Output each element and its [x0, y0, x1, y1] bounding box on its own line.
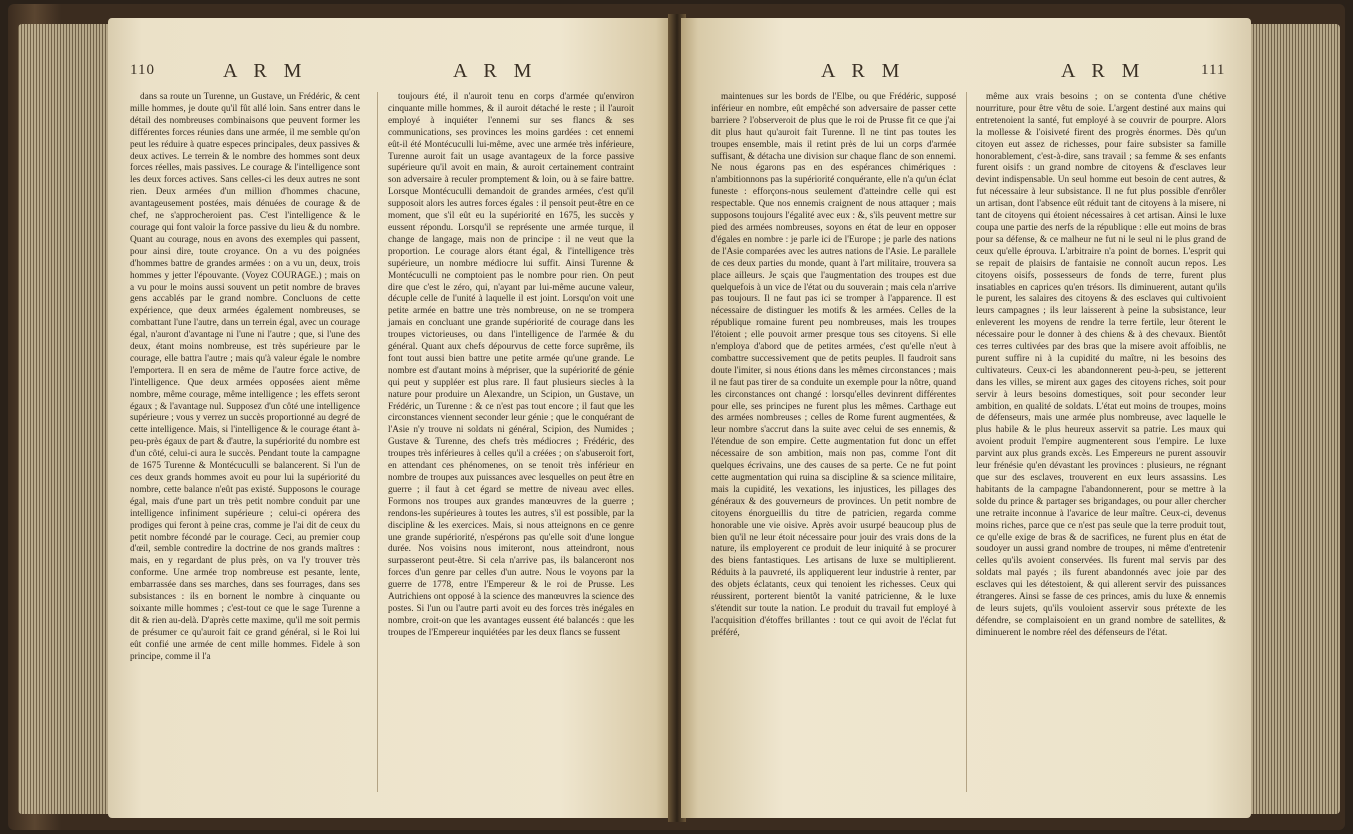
- left-column-1: [130, 92, 360, 664]
- right-running-head-2: A R M: [1061, 60, 1146, 82]
- right-page-edges: [1248, 24, 1340, 814]
- left-column-2-text: toujours été, il n'auroit tenu en corps d'armée qu'environ cinquante mille hommes, & il auroit détaché le reste ; il l'auroit employé à inquiéter l'ennemi sur ses flancs & ses communications, ses provinces les moins gardées : cet ennemi eût-il été Montécuculli lui-même, avec une armée très inférieure, Turenne auroit fait un usage avantageux de la force passive supérieure qu'il avoit en main, & auroit certainement contraint son adversaire à reculer promptement & loin, ou à se faire battre. Lorsque Montécuculli demandoit de grandes armées, c'est qu'il supposoit alors les autres forces égales : il pensoit peut-être en ce moment, que s'il eût eu la supériorité en 1675, les succès y eussent répondu. Lorsqu'il se représente une armée turque, il change de langage, mais non de principe : il ne veut que la proportion. Le courage alors étant égal, & l'intelligence très supérieure, un nombre médiocre lui suffit. Ainsi Turenne & Montécuculli ne comptoient pas le nombre pour rien. On peut dire que c'est le zéro, qui, n'ayant par lui-même aucune valeur, décuple celle de l'unité à laquelle il est joint. Lorsqu'on voit une petite armée en battre une très nombreuse, on ne se trompera jamais en concluant une grande supériorité de courage dans les troupes victorieuses, ou dans l'intelligence de l'armée & du général. Quant aux chefs dépourvus de cette force suprême, ils font tout aussi bien battre une petite armée qu'une grande. Le nombre est d'autant moins à mépriser, que la supériorité de génie qui peut y suppléer est plus rare. Il faut plusieurs siecles à la nature pour produire un Alexandre, un Scipion, un Gustave, un Frédéric, un Turenne : & ce n'est pas tout encore ; il faut que les circonstances viennent seconder leur génie ; que le conquérant de l'Asie n'y trouve ni soldats ni général, Scipion, des Numides ; Gustave & Turenne, des chefs très médiocres ; Frédéric, des troupes très inférieures à celles qu'il a créées ; on s'abuseroit fort, en attendant ces phénomenes, on se tenoit très inférieur en nombre de troupes aux puissances avec lesquelles on peut être en guerre ; il faut à cet égard se mettre de niveau avec elles. Formons nos troupes aux grandes manœuvres de la guerre ; rendons-les supérieures à toutes les autres, s'il est possible, par la discipline & les exercices. Mais, si nous atteignons en ce genre une grande supériorité, n'espérons pas qu'elle soit d'une longue durée. Nos voisins nous imiteront, nous atteindront, nous surpasseront peut-être. Si cela n'arrive pas, ils balanceront nos forces d'un genre par celles d'un autre. Nous le voyons par la guerre de 1778, entre l'Empereur & le roi de Prusse. Les Autrichiens ont opposé à la science des manœuvres la science des postes. Si l'un ou l'autre parti avoit eu des forces très inégales en nombre, croit-on que les avantages eussent été balancés : que les troupes de l'Empereur inquiétées par les deux flancs se fussent: [388, 92, 634, 638]
- right-column-2: [976, 92, 1226, 640]
- open-book: [8, 4, 1345, 830]
- left-running-head-1: A R M: [223, 60, 308, 82]
- left-running-head-2: A R M: [453, 60, 538, 82]
- left-column-rule: [377, 92, 378, 792]
- right-running-head-1: A R M: [821, 60, 906, 82]
- right-column-1: [711, 92, 956, 640]
- right-column-1-text: maintenues sur les bords de l'Elbe, ou que Frédéric, supposé inférieur en nombre, eût empêché son adversaire de passer cette barriere ? l'observeroit de plus que le roi de Prusse fit ce que j'ai dit plus haut qu'auroit fait Turenne. Il ne tint pas toutes les troupes ensemble, mais il retint près de lui un corps d'armée suffisant, & détacha une division sur chaque flanc de son ennemi. Ne nous égarons pas en des espérances chimériques : n'ambitionnons pas la supériorité conquérante, elle n'a qu'un éclat funeste : efforçons-nous seulement d'atteindre celle qui est respectable. Que nos ennemis craignent de nous attaquer ; mais supposons toujours l'égalité avec eux : &, s'ils peuvent mettre sur pied des armées nombreuses, soyons en état de leur en opposer d'égales en nombre : je parle ici de l'Europe ; je parle des nations de l'Asie comparées avec les autres nations de l'Asie. Le parallele de ces deux parties du monde, quant à l'art militaire, trouvera sa place ailleurs. Je sçais que l'augmentation des troupes est due quelquefois à un vice de l'état ou du souverain ; mais cela n'arrive pas toujours. Il ne faut pas ici se tromper à l'apparence. Il est nécessaire de distinguer les motifs & les armées. Celles de la république romaine furent peu nombreuses, mais les troupes l'étoient ; elle pouvoit armer presque tous ses citoyens. Si elle n'employa d'abord que de petites armées, c'est qu'elle n'eut à combattre successivement que de petits peuples. Il faudroit sans doute l'imiter, si nous étions dans les mêmes circonstances ; mais il ne faut pas tirer de sa conduite un exemple pour la nôtre, quand les circonstances ont changé : lorsqu'elles devinrent différentes pour elle, ses principes ne furent plus les mêmes. Carthage eut des armées nombreuses ; celles de Rome furent augmentées, & leur nombre s'accrut dans la suite avec celui de ses ennemis, & l'étendue de son empire. Cette augmentation fut donc un effet nécessaire de son ambition, mais non pas, comme l'ont dit quelques écrivains, une des causes de sa perte. Ce ne fut point cette augmentation qui ruina sa discipline & sa science militaire, mais la cupidité, les vexations, les injustices, les pillages des généraux & des gouverneurs de provinces. Un petit nombre de citoyens énorgueillis du titre de patricien, regarda comme honorable une vie oisive. Après avoir usurpé beaucoup plus de bien qu'il ne leur étoit nécessaire pour jouir des vrais dons de la nature, ils employerent ce produit de leur iniquité à se procurer des biens fantastiques. Les artisans de luxe se multiplierent. Réduits à la pauvreté, ils appliquerent leur industrie à renter, par des objets éclatants, ceux qui tenoient les richesses. Ceux qui réussirent, porterent bientôt la vanité patricienne, & le luxe s'étendit sur toute la nation. Le produit du travail fut employé à l'acquisition d'étoffes brillantes : tout ce qui avoit de l'éclat fut préféré,: [711, 92, 956, 638]
- left-column-1-text: dans sa route un Turenne, un Gustave, un Frédéric, & cent mille hommes, je doute qu'il fût allé loin. Sans entrer dans le détail des nombreuses combinaisons que peuvent former les différentes forces réunies dans une armée, il me semble qu'on peut les réduire à quatre especes principales, deux passives & deux actives. Le terrein & le nombre des hommes sont deux forces réelles, mais passives. Le courage & l'intelligence sont les deux forces actives. Sans celles-ci les deux autres ne sont rien. Deux armées d'un million d'hommes chacune, avantageusement postées, mais dénuées de courage & de chef, ne s'approcheroient pas. C'est l'intelligence & le courage qui font valoir la force passive du lieu & du nombre. Quant au courage, nous en avons des exemples qui passent, pour ainsi dire, toute croyance. On a vu des poignées d'hommes battre de grandes armées : on a vu un, deux, trois hommes y jetter l'épouvante. (Voyez COURAGE.) ; mais on a vu pour le moins aussi souvent un petit nombre de braves gens accablés par le grand nombre. Concluons de cette expérience, que deux armées également nombreuses, se combattant l'une l'autre, dans un terrein égal, avec un courage égal, n'auront d'avantage ni l'une ni l'autre ; que, si l'une des deux, étant moins nombreuse, est très supérieure par le courage, elle battra l'autre ; mais qu'à valeur égale le nombre l'emportera. Il en sera de même de l'autre force active, de l'intelligence. Que deux armées opposées aient même nombre, même courage, même intelligence ; les effets seront égaux ; & l'avantage nul. Supposez d'un côté une intelligence supérieure ; vous y verrez un succès proportionné au degré de cette intelligence. Mais, si l'intelligence & le courage étant à-peu-près égaux de part & d'autre, la supériorité du nombre est d'un côté, celui-ci aura le succès. Pendant toute la campagne de 1675 Turenne & Montécuculli se balancerent. Si l'un de ces deux grands hommes avoit eu pour lui la supériorité du nombre, cette balance n'eût pas existé. Supposons le courage égal, mais d'une part un très petit nombre conduit par une intelligence infiniment supérieure ; celui-ci opérera des prodiges qui feront à peine cras, comme je l'ai dit de ceux du petit nombre fécondé par le courage. Ceci, au premier coup d'œil, semble contredire la doctrine de nos grands maîtres : mais, en y regardant de plus près, on va l'y trouver très conforme. Une armée trop nombreuse est pesante, lente, embarrassée dans ses marches, dans ses fourrages, dans ses subsistances : ils en bornent le nombre à cinquante ou soixante mille hommes ; c'est-tout ce que le sage Turenne a dit & rien au-delà. D'après cette maxime, qu'il me soit permis de présumer ce qu'auroit fait ce grand général, si le Roi lui eût confié une armée de cent mille hommes. Fidele à son principe, comme il l'a: [130, 92, 360, 662]
- left-page-number: 110: [130, 62, 155, 78]
- left-page: [108, 18, 673, 818]
- left-column-2: [388, 92, 634, 640]
- right-page-number: 111: [1201, 62, 1226, 78]
- right-page: [681, 18, 1251, 818]
- left-page-edges: [18, 24, 110, 814]
- right-column-rule: [966, 92, 967, 792]
- right-column-2-text: même aux vrais besoins ; on se contenta d'une chétive nourriture, pour être vêtu de soie. L'argent destiné aux mains qui entretenoient la santé, fut employé à se couvrir de pourpre. Alors la mollesse & l'oisiveté firent des progrès énormes. Dès qu'un citoyen eut assez de richesses, pour faire subsister sa famille honorablement, c'est-à-dire, sans travail ; sa femme & ses enfants furent oisifs : un grand nombre de citoyens & d'esclaves leur devint indispensable. Un seul homme eut besoin de cent autres, & fut nécessaire à leur subsistance. Il ne fut plus possible d'enrôler un artisan, dont l'absence eût réduit tant de citoyens à la misere, ni tant de citoyens qui étoient nécessaires à cet artisan. Ainsi le luxe coupa une partie des nerfs de la république : elle eut moins de bras pour sa défense, & ce malheur ne fut ni le seul ni le plus grand de ceux qu'elle éprouva. L'arbitraire n'a point de bornes. L'esprit qui se repait de plaisirs de fantaisie ne connoît aucun repos. Les citoyens oisifs, possesseurs de fonds de terre, furent plus insatiables en caprices qu'en trésors. Ils diminuerent, autant qu'ils le purent, les salaires des citoyens & des esclaves qui cultivoient leurs campagnes ; ils leur laisserent à peine la subsistance, leur enleverent les moyens de rendre la terre fertile, leur ôterent le nécessaire pour le donner à des chiens & à des chevaux. Bientôt ces terres cultivées par des bras que la misere avoit affoiblis, ne purent suffire ni à la cupidité du maître, ni les besoins des cultivateurs. Ceux-ci les abandonnerent peu-à-peu, se jetterent dans les villes, se mirent aux gages des citoyens riches, soit pour servir à leurs besoins domestiques, soit pour seconder leur ambition, en qualité de soldats. L'état eut moins de troupes, moins de défenseurs, mais une armée plus nombreuse, avec laquelle le plus habile & le plus heureux asservit sa patrie. Les maux qui avoient produit l'empire augmenterent sous l'empire. Le luxe parvint aux plus grands excès. Les Empereurs ne purent assouvir leur frénésie qu'en dévastant les provinces : plusieurs, ne régnant que sur des esclaves, trouverent en eux leurs assassins. Les habitants de la campagne l'abandonnerent, pour se mettre à la solde du prince & partager ses brigandages, ou pour aller chercher une retraite inconnue à l'avarice de leur maître. Ceux-ci, devenus moins riches, parce que ce n'est pas seule que la terre produit tout, ce qu'elle exige de bras & de sacrifices, ne furent plus en état de soudoyer un aussi grand nombre de troupes, ni même d'entretenir celles qu'ils avoient conservées. Ils furent mal servis par des soldats mal payés ; ils furent abandonnés avec joie par des esclaves qui les détestoient, & qui allerent servir des puissances étrangeres. Ainsi se fasse de ces princes, amis du luxe & ennemis de leurs sujets, qu'ils vouloient asservir sous prétexte de les défendre, se complaisoient en un grand nombre de satellites, & diminuerent le nombre réel des défenseurs de l'état.: [976, 92, 1226, 638]
